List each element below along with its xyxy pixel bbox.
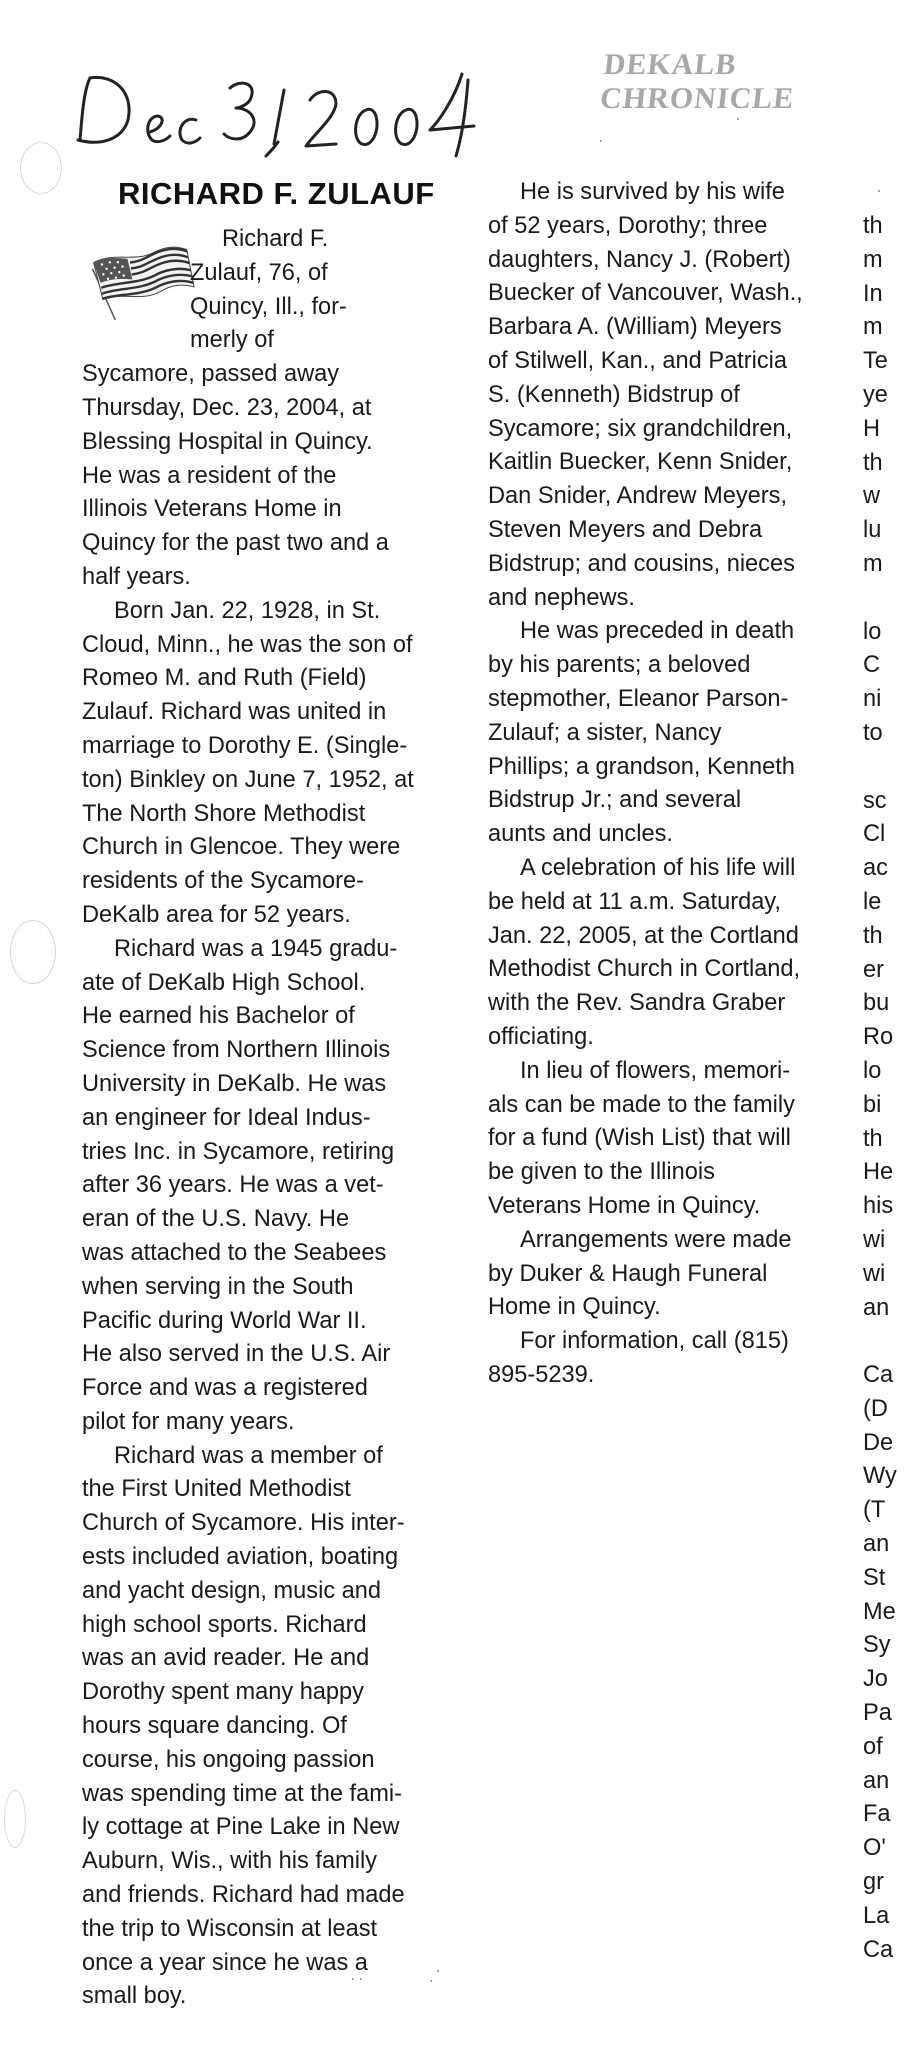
text-line: Buecker of Vancouver, Wash., [488,280,803,307]
text-line: Dorothy spent many happy [82,1679,364,1706]
text-line: Bidstrup; and cousins, nieces [488,550,795,577]
text-line: Zulauf; a sister, Nancy [488,719,722,746]
text-fragment: Pa [863,1700,892,1727]
text-fragment: gr [863,1869,884,1896]
text-fragment [863,582,918,616]
text-line: Born Jan. 22, 1928, in St. [114,597,381,624]
text-fragment: an [863,1767,890,1794]
text-fragment: m [863,314,883,341]
text-line: of Stilwell, Kan., and Patricia [488,347,788,374]
obituary-column-3-cropped [863,210,918,1967]
text-fragment: an [863,1531,890,1558]
text-fragment: his [863,1193,894,1220]
text-fragment: er [863,956,884,983]
text-fragment: La [863,1902,890,1929]
text-line: ly cottage at Pine Lake in New [82,1814,400,1841]
text-line: was attached to the Seabees [82,1239,387,1266]
text-fragment: (D [863,1395,888,1422]
text-fragment: ni [863,686,882,713]
text-fragment: sc [863,787,887,814]
text-line: Zulauf. Richard was united in [82,699,387,726]
text-line: high school sports. Richard [82,1611,367,1638]
text-line: be given to the Illinois [488,1159,715,1186]
text-line: He earned his Bachelor of [82,1003,355,1030]
text-fragment: In [863,280,883,307]
text-line: Thursday, Dec. 23, 2004, at [82,394,372,421]
text-fragment [863,751,918,785]
text-line: the First United Methodist [82,1476,351,1503]
text-line: residents of the Sycamore- [82,868,364,895]
text-line: marriage to Dorothy E. (Single- [82,732,408,759]
text-line: and friends. Richard had made [82,1882,405,1909]
obituary-column-2 [488,176,863,1393]
text-line: Steven Meyers and Debra [488,516,763,543]
text-fragment: Jo [863,1666,888,1693]
text-fragment: He [863,1159,894,1186]
text-line: Richard F. [222,226,329,252]
text-fragment: lo [863,618,882,645]
text-fragment: th [863,1125,883,1152]
text-fragment: ye [863,381,888,408]
text-line: Auburn, Wis., with his family [82,1848,378,1875]
text-line: an engineer for Ideal Indus- [82,1104,371,1131]
text-line: Church of Sycamore. His inter- [82,1510,405,1537]
text-fragment: lu [863,517,882,544]
text-fragment: St [863,1564,886,1591]
text-line: He is survived by his wife [520,179,785,205]
text-fragment: Ca [863,1362,894,1389]
text-line: of 52 years, Dorothy; three [488,212,768,239]
text-fragment: th [863,922,883,949]
text-line: DeKalb area for 52 years. [82,901,351,928]
text-line: Home in Quincy. [488,1294,661,1321]
text-line: merly of [190,327,274,354]
punch-hole-top [20,142,62,194]
text-fragment: w [863,483,881,510]
text-fragment: wi [863,1226,886,1253]
text-line: when serving in the South [82,1273,354,1300]
text-fragment: an [863,1294,890,1321]
text-line: Science from Northern Illinois [82,1037,391,1064]
text-line: Quincy, Ill., for- [190,293,347,320]
text-line: He was a resident of the [82,462,337,489]
text-line: tries Inc. in Sycamore, retiring [82,1138,395,1165]
text-line: and nephews. [488,584,635,611]
text-fragment: Te [863,348,888,375]
text-line: the trip to Wisconsin at least [82,1915,378,1942]
text-fragment: th [863,213,883,239]
text-fragment: Ca [863,1936,894,1963]
text-fragment: C [863,652,881,679]
text-line: Pacific during World War II. [82,1307,367,1334]
text-line: Barbara A. (William) Meyers [488,314,782,341]
text-line: officiating. [488,1023,594,1050]
text-line: Quincy for the past two and a [82,530,389,557]
text-fragment: Fa [863,1801,891,1828]
text-fragment: Cl [863,821,886,848]
newspaper-stamp: DEKALB CHRONICLE [598,48,797,115]
text-line: hours square dancing. Of [82,1713,347,1740]
text-line: aunts and uncles. [488,821,673,848]
text-line: The North Shore Methodist [82,800,366,827]
text-line: and yacht design, music and [82,1577,382,1604]
text-line: Force and was a registered [82,1375,368,1402]
text-line: Phillips; a grandson, Kenneth [488,753,795,780]
text-line: Arrangements were made [520,1226,792,1253]
text-line: half years. [82,563,191,590]
text-line: be held at 11 a.m. Saturday, [488,888,781,915]
text-fragment: bi [863,1091,882,1118]
text-fragment: De [863,1429,894,1456]
text-line: Veterans Home in Quincy. [488,1192,761,1219]
punch-hole-middle [10,920,56,984]
text-line: In lieu of flowers, memori- [520,1057,791,1084]
text-line: Cloud, Minn., he was the son of [82,631,413,658]
text-line: He also served in the U.S. Air [82,1341,391,1368]
text-line: Richard was a 1945 gradu- [114,935,398,962]
text-line: ests included aviation, boating [82,1544,399,1571]
handwritten-date [70,60,490,160]
text-line: by his parents; a beloved [488,652,751,679]
text-line: Jan. 22, 2005, at the Cortland [488,922,799,949]
text-fragment: Wy [863,1463,897,1490]
text-line: Bidstrup Jr.; and several [488,787,742,814]
text-line: Church in Glencoe. They were [82,834,401,861]
text-fragment: th [863,449,883,476]
text-line: was an avid reader. He and [82,1645,370,1672]
text-line: pilot for many years. [82,1408,295,1435]
text-fragment: (T [863,1497,886,1524]
obituary-column-1 [82,223,462,2014]
text-line: Illinois Veterans Home in [82,496,342,523]
text-line: He was preceded in death [520,618,795,645]
text-fragment: O' [863,1835,886,1862]
punch-hole-bottom [4,1790,26,1848]
text-line: small boy. [82,1983,187,2010]
text-fragment: H [863,415,881,442]
text-fragment: ac [863,855,888,882]
text-fragment: m [863,550,883,577]
text-line: once a year since he was a [82,1949,368,1976]
text-line: Blessing Hospital in Quincy. [82,428,373,455]
text-line: Methodist Church in Cortland, [488,956,801,983]
text-line: 895-5239. [488,1361,595,1388]
text-line: ton) Binkley on June 7, 1952, at [82,766,414,793]
text-fragment: m [863,246,883,273]
text-line: after 36 years. He was a vet- [82,1172,384,1199]
text-line: by Duker & Haugh Funeral [488,1260,768,1287]
text-fragment: Sy [863,1632,891,1659]
text-fragment: of [863,1733,883,1760]
text-line: Romeo M. and Ruth (Field) [82,665,367,692]
text-line: als can be made to the family [488,1091,795,1118]
text-line: course, his ongoing passion [82,1746,375,1773]
text-fragment: le [863,888,882,915]
obituary-headline: RICHARD F. ZULAUF [118,176,435,211]
text-line: ate of DeKalb High School. [82,969,366,996]
text-fragment: bu [863,990,890,1017]
text-line: for a fund (Wish List) that will [488,1125,791,1152]
text-line: Richard was a member of [114,1442,383,1469]
text-line: A celebration of his life will [520,854,796,881]
text-fragment: Me [863,1598,896,1625]
text-line: Dan Snider, Andrew Meyers, [488,483,787,510]
text-fragment: to [863,719,883,746]
text-line: For information, call (815) [520,1328,789,1355]
text-fragment [863,1325,918,1359]
text-line: Zulauf, 76, of [190,259,328,286]
text-line: Sycamore, passed away [82,361,340,388]
text-line: was spending time at the fami- [82,1780,402,1807]
text-line: Sycamore; six grandchildren, [488,415,793,442]
text-line: with the Rev. Sandra Graber [488,990,786,1017]
text-fragment: Ro [863,1024,894,1051]
text-line: University in DeKalb. He was [82,1070,387,1097]
text-line: Kaitlin Buecker, Kenn Snider, [488,449,793,476]
text-line: stepmother, Eleanor Parson- [488,685,789,712]
text-line: daughters, Nancy J. (Robert) [488,246,791,273]
text-fragment: wi [863,1260,886,1287]
text-line: eran of the U.S. Navy. He [82,1206,350,1233]
text-line: S. (Kenneth) Bidstrup of [488,381,740,408]
text-fragment: lo [863,1057,882,1084]
